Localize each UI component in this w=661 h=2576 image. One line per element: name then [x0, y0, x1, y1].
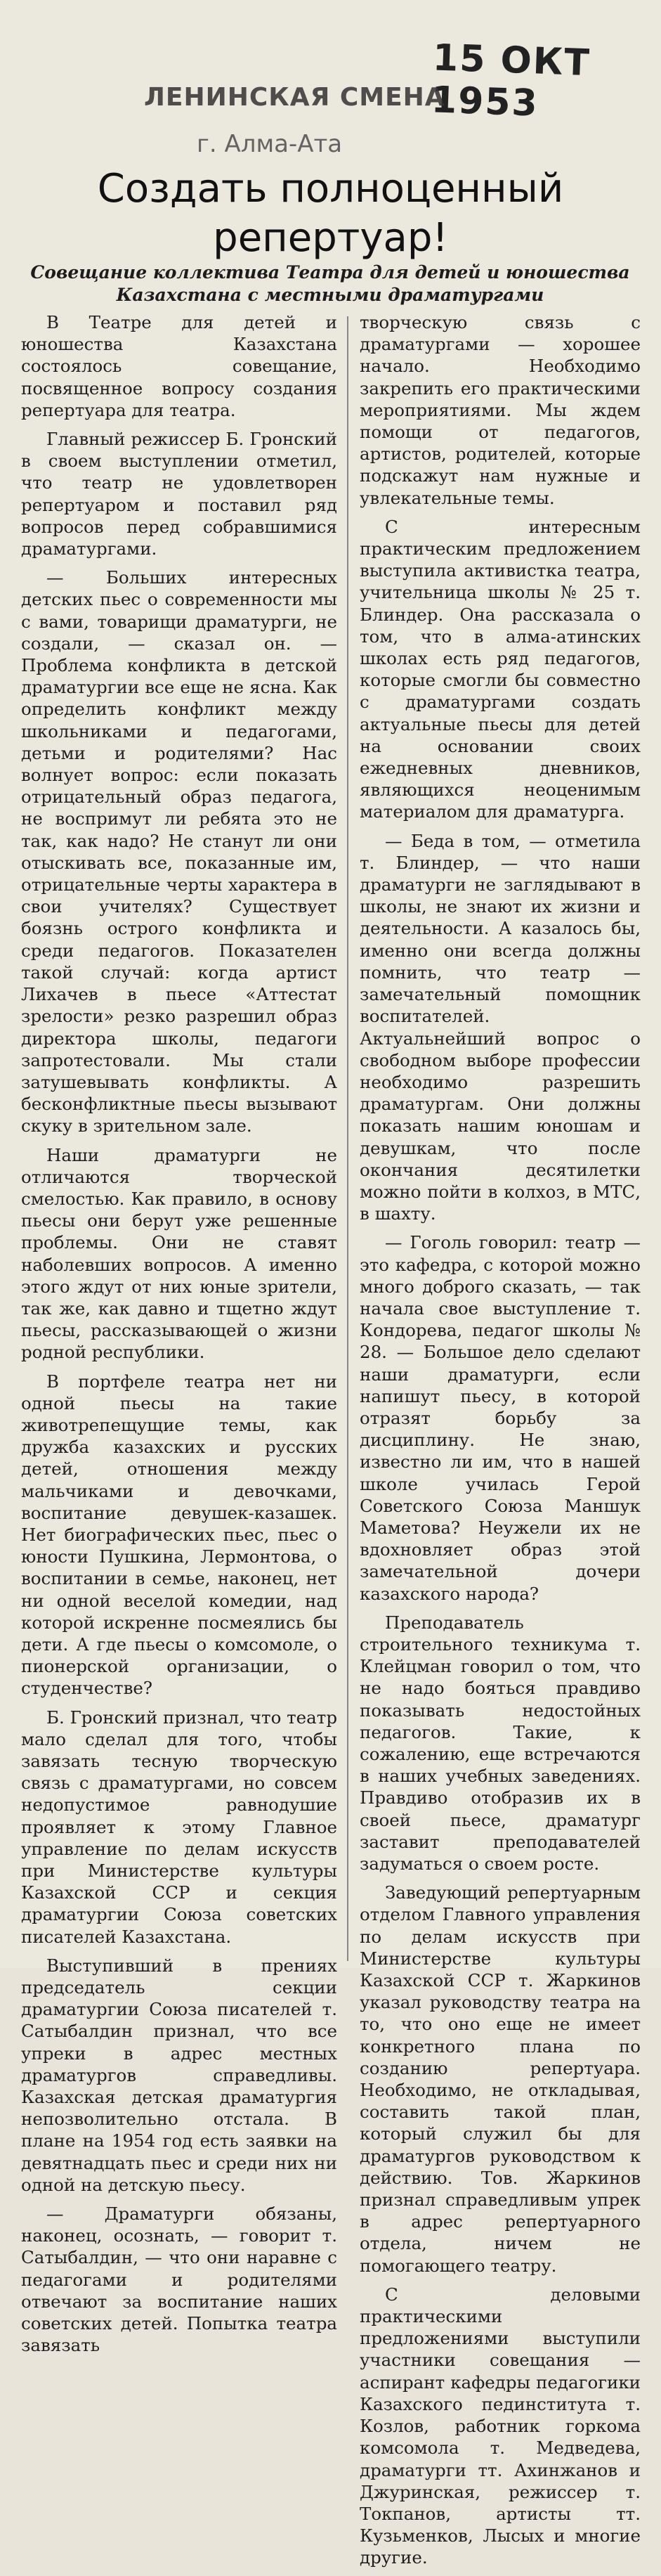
paragraph: В Театре для детей и юношества Казахстана состоялось совещание, посвященное вопросу создания репертуара для театра. — [21, 312, 337, 420]
paragraph: — Гоголь говорил: театр — это кафедра, с которой можно много доброго сказать, — так начала свое выступление т. Кондорева, педагог школы № 28. — Большое дело сделают наши драматурги, если напишут пьесу, в которой отразят борьбу за дисциплину. Не знаю, известно ли им, что в нашей школе училась Герой Советского Союза Маншук Маметова? Неужели их не вдохновляет образ этой замечательной дочери казахского народа? — [360, 1232, 641, 1604]
paragraph: В портфеле театра нет ни одной пьесы на такие животрепещущие темы, как дружба казахских и русских детей, отношения между мальчиками и девочками, воспитание девушек-казашек. Нет биографических пьес, пьес о юности Пушкина, Лермонтова, о воспитании в семье, наконец, нет ни одной веселой комедии, над которой искренне посмеялись бы дети. А где пьесы о комсомоле, о пионерской организации, о студенчестве? — [21, 1371, 337, 1699]
left-column — [21, 311, 337, 2363]
paragraph: — Больших интересных детских пьес о современности мы с вами, товарищи драматурги, не создали, — сказал он. — Проблема конфликта в детской драматургии все еще не ясна. Как определить конфликт между школьниками и педагогами, детьми и родителями? Нас волнует вопрос: если показать отрицательный образ педагога, не воспримут ли ребята это не так, как надо? Не станут ли они отыскивать все, показанные им, отрицательные черты характера в свои учителях? Существует боязнь острого конфликта и среди педагогов. Показателен такой случай: когда артист Лихачев в пьесе «Аттестат зрелости» резко разрешил образ директора школы, педагоги запротестовали. Мы стали затушевывать конфликты. А бесконфликтные пьесы вызывают скуку в зрительном зале. — [21, 567, 337, 1137]
paragraph: Наши драматурги не отличаются творческой смелостью. Как правило, в основу пьесы они берут уже решенные проблемы. Они не ставят наболевших вопросов. А именно этого ждут от них юные зрители, так же, как давно и тщетно ждут пьесы, рассказывающей о жизни родной республики. — [21, 1144, 337, 1363]
right-column — [360, 311, 641, 2576]
paragraph: Заведующий репертуарным отделом Главного управления по делам искусств при Министерстве культуры Казахской ССР т. Жаркинов указал руководству театра на то, что оно еще не имеет конкретного плана по созданию репертуара. Необходимо, не откладывая, составить такой план, который служил бы для драматургов руководством к действию. Тов. Жаркинов признал справедливым упрек в адрес репертуарного отдела, ничем не помогающего театру. — [360, 1882, 641, 2276]
column-divider — [347, 316, 348, 1961]
paragraph: — Драматурги обязаны, наконец, осознать, — говорит т. Сатыбалдин, — что они наравне с педагогами и родителями отвечают за воспитание наших советских детей. Попытка театра завязать — [21, 2203, 337, 2356]
article-subtitle: Совещание коллектива Театра для детей и юношества Казахстана с местными драматургами — [30, 262, 630, 305]
city-stamp: г. Алма-Ата — [197, 130, 343, 158]
paragraph: Б. Гронский признал, что театр мало сделал для того, чтобы завязать тесную творческую связь с драматургами, но совсем недопустимое равнодушие проявляет к этому Главное управление по делам искусств при Министерстве культуры Казахской ССР и секция драматургии Союза советских писателей Казахстана. — [21, 1707, 338, 1947]
paragraph: Выступивший в прениях председатель секции драматургии Союза писателей т. Сатыбалдин признал, что все упреки в адрес местных драматургов справедливы. Казахская детская драматургия непозволительно отстала. В плане на 1954 год есть заявки на девятнадцать пьес и среди них ни одной на детскую пьесу. — [21, 1955, 337, 2195]
paragraph: творческую связь с драматургами — хорошее начало. Необходимо закрепить его практическими мероприятиями. Мы ждем помощи от педагогов, артистов, родителей, которые подскажут нам нужные и увлекательные темы. — [360, 312, 641, 508]
paragraph: Главный режиссер Б. Гронский в своем выступлении отметил, что театр не удовлетворен репертуаром и поставил ряд вопросов перед собравшимися драматургами. — [21, 429, 337, 559]
article-title-line-1: Создать полноценный — [97, 166, 564, 212]
paragraph: — Беда в том, — отметила т. Блиндер, — что наши драматурги не заглядывают в школы, не знают их жизни и деятельности. А казалось бы, именно они всегда должны помнить, что театр — замечательный помощник воспитателей. Актуальнейший вопрос о свободном выборе профессии необходимо разрешить драматургам. Они должны показать нашим юношам и девушкам, что после окончания десятилетки можно пойти в колхоз, в МТС, в шахту. — [360, 830, 641, 1224]
newspaper-name-stamp: ЛЕНИНСКАЯ СМЕНА — [144, 83, 445, 112]
date-stamp: 15 ОКТ 1953 — [431, 37, 591, 125]
paragraph: С интересным практическим предложением выступила активистка театра, учительница школы № 25 т. Блиндер. Она рассказала о том, что в алма-атинских школах есть ряд педагогов, которые смогли бы совместно с драматургами создать актуальные пьесы для детей на основании своих ежедневных дневников, являющихся неоценимым материалом для драматурга. — [360, 516, 641, 822]
paragraph: С деловыми практическими предложениями выступили участники совещания — аспирант кафедры педагогики Казахского пединститута т. Козлов, работник горкома комсомола т. Медведева, драматурги тт. Ахинжанов и Джуринская, режиссер т. Токпанов, артисты тт. Кузьменков, Лысых и многие другие. — [360, 2284, 641, 2568]
article-title-line-2: репертуар! — [213, 215, 448, 261]
paragraph: Преподаватель строительного техникума т. Клейцман говорил о том, что не надо бояться правдиво показывать недостойных педагогов. Такие, к сожалению, еще встречаются в наших учебных заведениях. Правдиво отобразив их в своей пьесе, драматург заставит преподавателей задуматься о своем росте. — [360, 1612, 641, 1875]
